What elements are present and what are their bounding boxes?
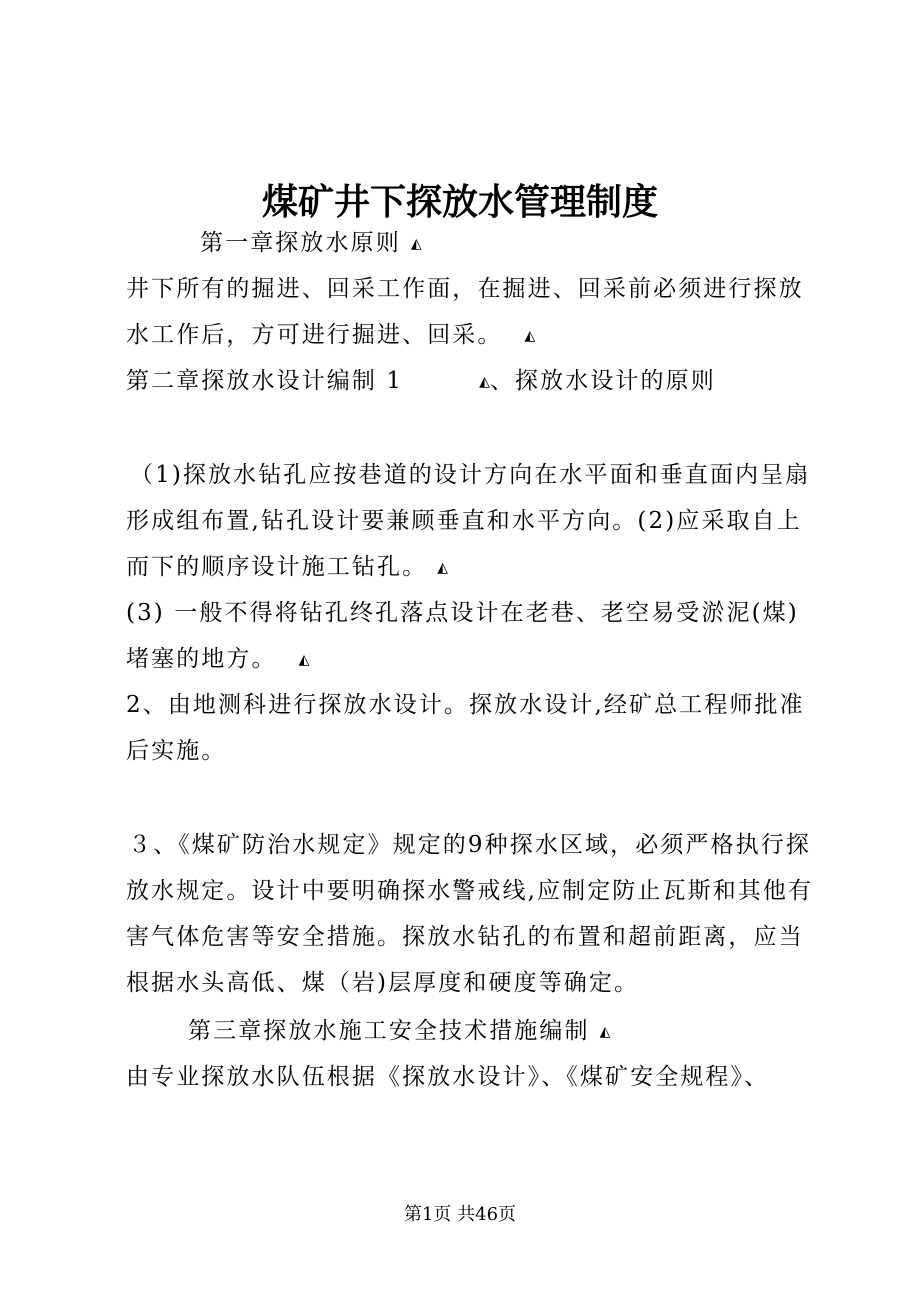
text-line: 堵塞的地方。 xyxy=(126,646,277,672)
text-line: 第一章探放水原则 xyxy=(200,230,401,256)
paragraph-line xyxy=(126,324,535,347)
paragraph-mark-icon: ◭ xyxy=(599,1024,611,1040)
paragraph-line: 2、由地测科进行探放水设计。探放水设计,经矿总工程师批准 xyxy=(126,692,805,718)
text-line: 第三章探放水施工安全技术措施编制 xyxy=(188,1018,590,1044)
text-line: 水工作后，方可进行掘进、回采。 xyxy=(126,322,503,348)
paragraph-line: 根据水头高低、煤（岩)层厚度和硬度等确定。 xyxy=(126,970,640,996)
paragraph-line: 形成组布置,钻孔设计要兼顾垂直和水平方向。(2)应采取自上 xyxy=(126,508,802,534)
page-number-footer: 第1页 共46页 xyxy=(403,1204,517,1225)
chapter-heading-1 xyxy=(200,232,422,255)
paragraph-line: 放水规定。设计中要明确探水警戒线,应制定防止瓦斯和其他有 xyxy=(126,878,814,904)
chapter-heading-2 xyxy=(126,370,716,393)
text-line: 、探放水设计的原则 xyxy=(489,368,716,394)
paragraph-mark-icon: ◭ xyxy=(410,236,422,252)
text-line: 第二章探放水设计编制 1 xyxy=(126,368,404,394)
paragraph-line: 后实施。 xyxy=(126,738,227,764)
paragraph-line: ３、《煤矿防治水规定》规定的9种探水区域，必须严格执行探 xyxy=(128,832,811,858)
paragraph-mark-icon: ◭ xyxy=(298,652,310,668)
paragraph-line: 害气体危害等安全措施。探放水钻孔的布置和超前距离，应当 xyxy=(126,924,804,950)
paragraph-mark-icon: ◭ xyxy=(479,374,490,390)
paragraph-line: （1)探放水钻孔应按巷道的设计方向在水平面和垂直面内呈扇 xyxy=(130,462,811,488)
chapter-heading-3 xyxy=(188,1020,610,1043)
paragraph-line: (3) 一般不得将钻孔终孔落点设计在老巷、老空易受淤泥(煤) xyxy=(126,600,799,626)
document-title: 煤矿井下探放水管理制度 xyxy=(261,181,658,223)
paragraph-line xyxy=(126,648,309,671)
paragraph-line: 井下所有的掘进、回采工作面，在掘进、回采前必须进行探放 xyxy=(126,276,804,302)
paragraph-line xyxy=(126,556,448,579)
paragraph-mark-icon: ◭ xyxy=(437,560,448,576)
paragraph-line: 由专业探放水队伍根据《探放水设计》、《煤矿安全规程》、 xyxy=(126,1064,770,1090)
paragraph-mark-icon: ◭ xyxy=(524,328,536,344)
text-line: 而下的顺序设计施工钻孔。 xyxy=(126,554,428,580)
